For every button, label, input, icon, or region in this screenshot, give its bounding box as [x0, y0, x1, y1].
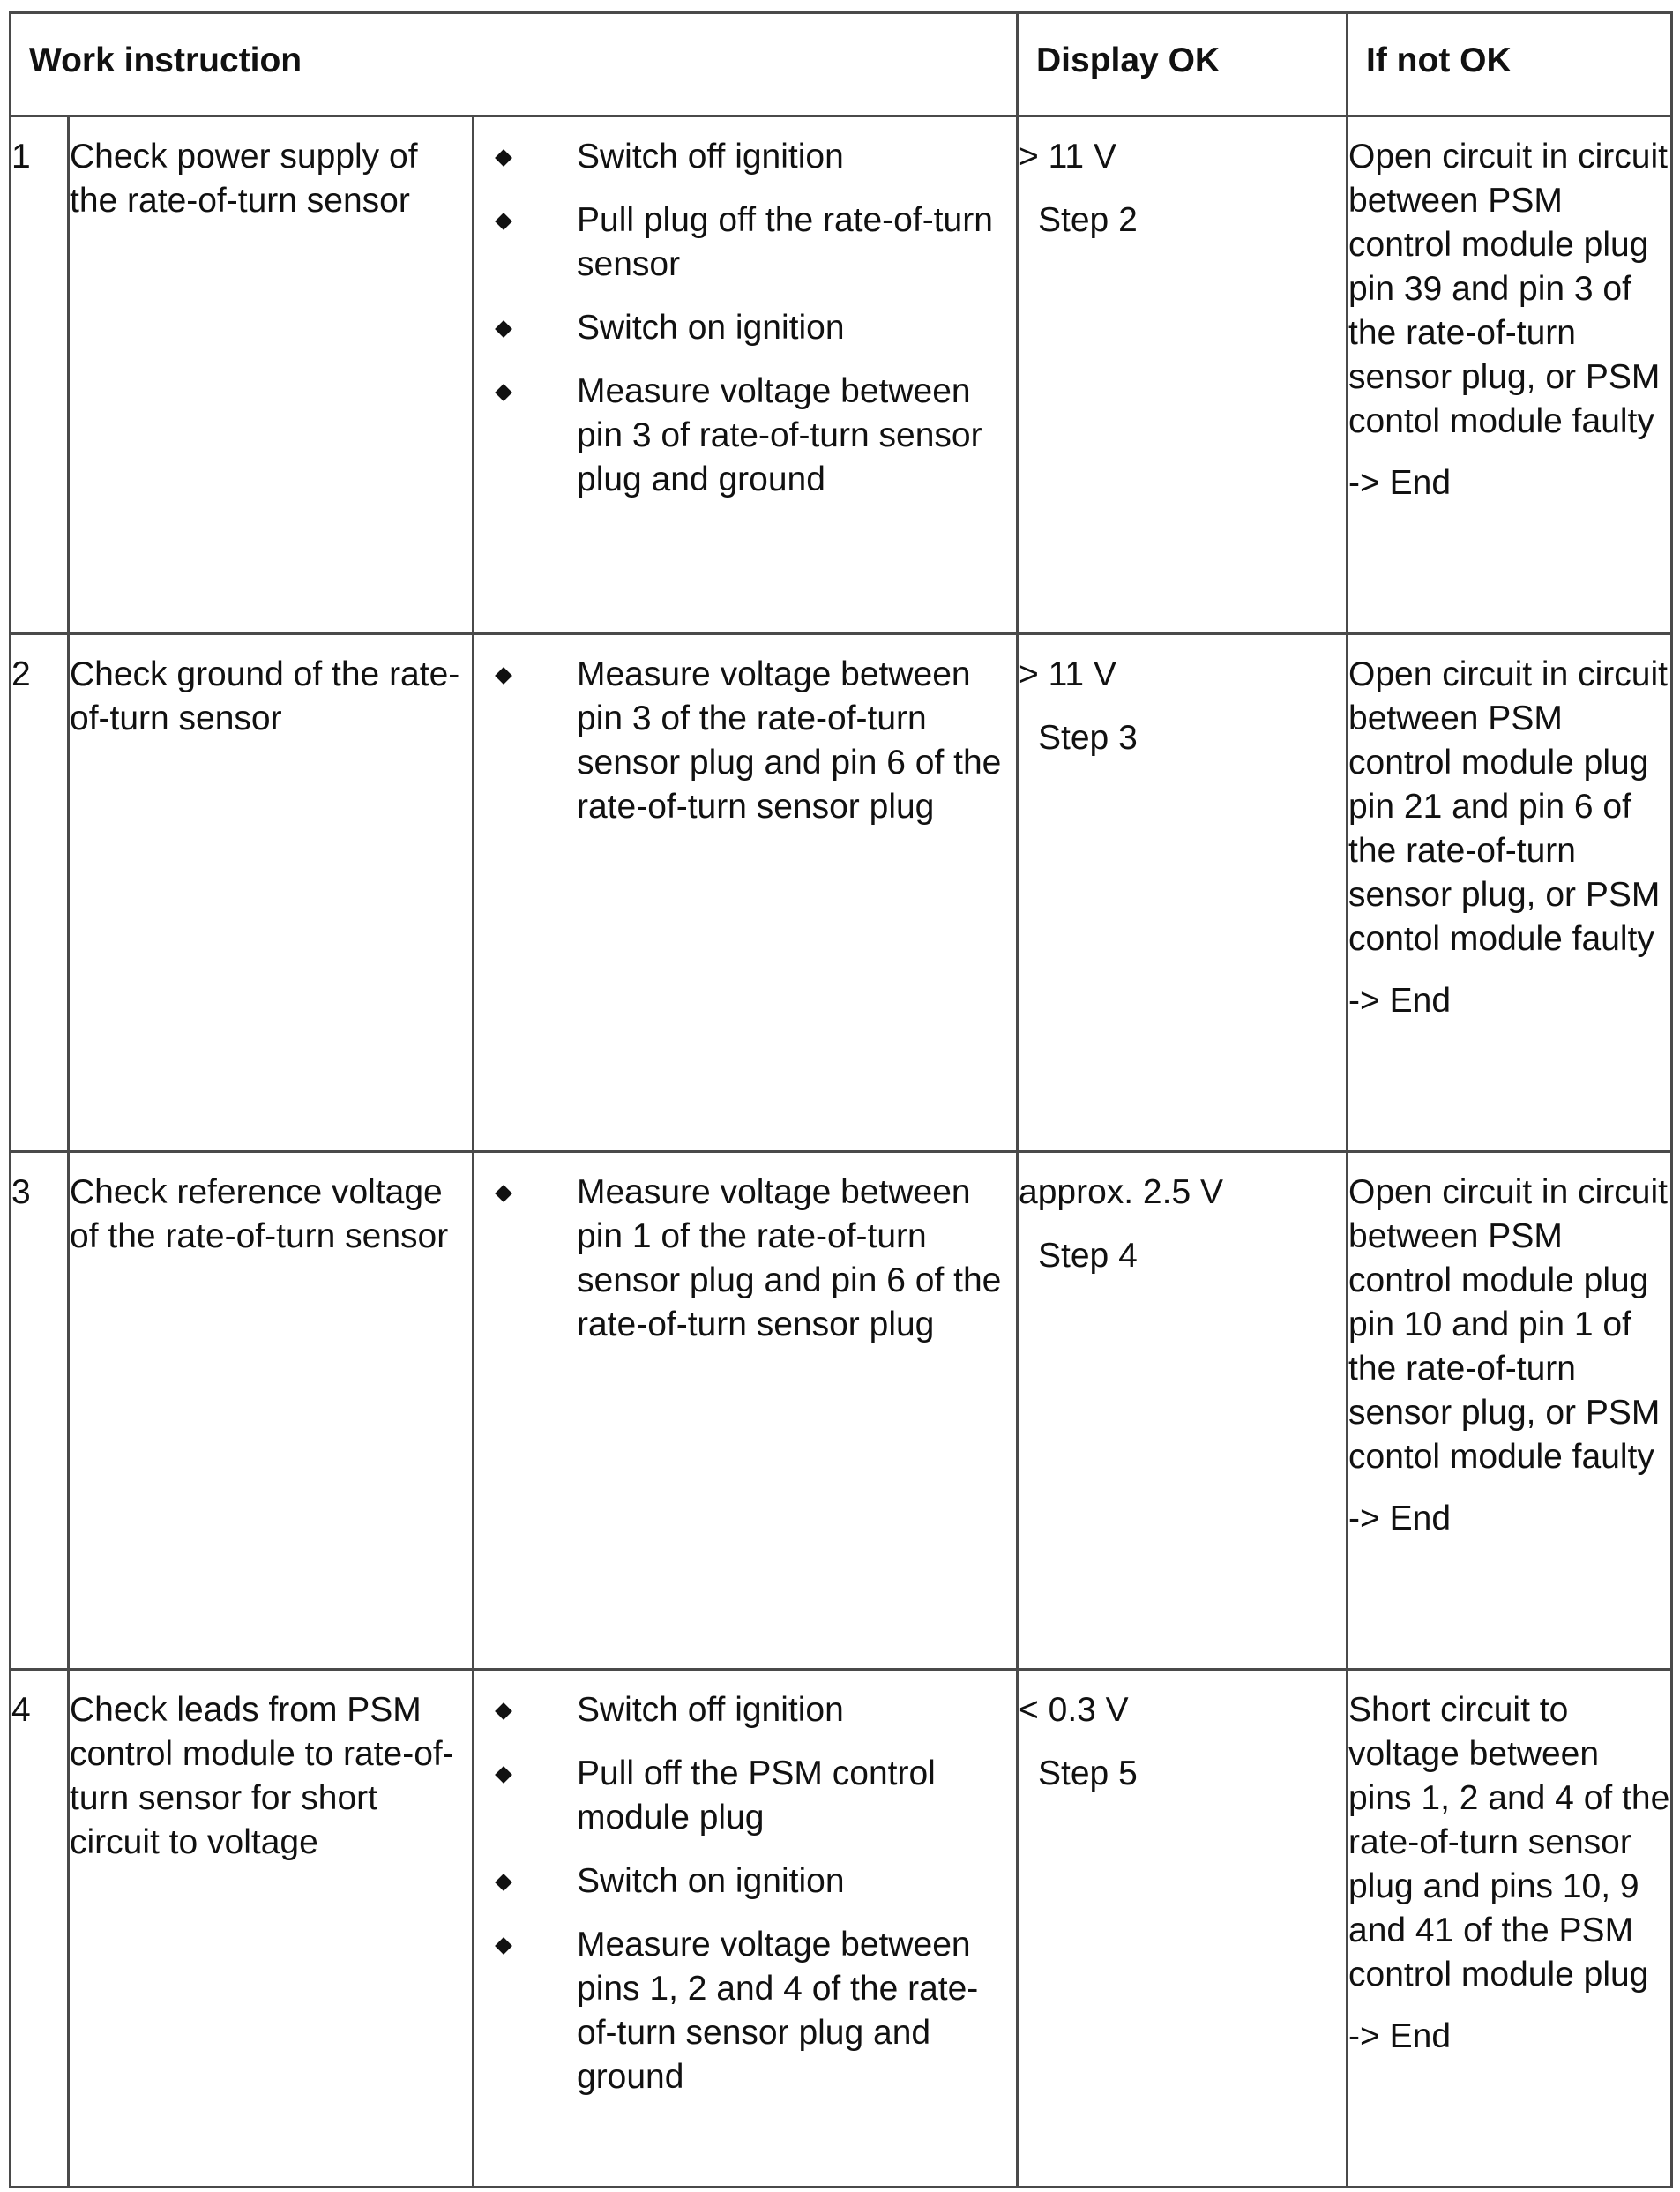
fault-next: -> End	[1348, 464, 1452, 502]
list-item: Measure voltage between pin 1 of the rate-of-turn sensor plug and pin 6 of the rate-of-turn sensor plug	[474, 1171, 1016, 1347]
if-not-ok-cell	[1348, 1670, 1672, 2188]
table-row	[11, 634, 1672, 1152]
display-value: approx. 2.5 V	[1019, 1173, 1223, 1211]
work-instruction-table	[9, 11, 1673, 2188]
list-item: Measure voltage between pin 3 of rate-of-turn sensor plug and ground	[474, 370, 1016, 502]
if-not-ok-cell	[1348, 1152, 1672, 1670]
diamond-bullet-icon	[495, 667, 512, 685]
list-item: Measure voltage between pin 3 of the rate-of-turn sensor plug and pin 6 of the rate-of-turn sensor plug	[474, 653, 1016, 829]
step-instructions	[474, 1670, 1018, 2188]
step-number: 4	[11, 1670, 69, 2188]
step-description: Check leads from PSM control module to rate-of-turn sensor for short circuit to voltage	[69, 1670, 474, 2188]
fault-next: -> End	[1348, 982, 1452, 1020]
fault-next: -> End	[1348, 2017, 1452, 2055]
display-ok-cell	[1018, 1670, 1348, 2188]
step-number: 3	[11, 1152, 69, 1670]
fault-description: Short circuit to voltage between pins 1, 2 and 4 of the rate-of-turn sensor plug and pins 10, 9 and 41 of the PSM control module plug	[1348, 1691, 1670, 1994]
table-row	[11, 1670, 1672, 2188]
list-item: Switch off ignition	[474, 135, 1016, 179]
next-step: Step 4	[1038, 1237, 1138, 1275]
step-description: Check power supply of the rate-of-turn sensor	[69, 116, 474, 634]
display-value: < 0.3 V	[1019, 1691, 1129, 1729]
diamond-bullet-icon	[495, 1185, 512, 1202]
fault-description: Open circuit in circuit between PSM control module plug pin 39 and pin 3 of the rate-of-turn sensor plug, or PSM contol module faulty	[1348, 138, 1668, 440]
step-instructions	[474, 634, 1018, 1152]
diamond-bullet-icon	[495, 320, 512, 338]
list-item: Switch off ignition	[474, 1688, 1016, 1732]
step-number: 2	[11, 634, 69, 1152]
if-not-ok-cell	[1348, 634, 1672, 1152]
next-step: Step 3	[1038, 719, 1138, 757]
next-step: Step 2	[1038, 201, 1138, 239]
header-if-not-ok: If not OK	[1348, 13, 1672, 116]
step-description: Check reference voltage of the rate-of-turn sensor	[69, 1152, 474, 1670]
diamond-bullet-icon	[495, 1874, 512, 1891]
display-ok-cell	[1018, 634, 1348, 1152]
header-row	[11, 13, 1672, 116]
next-step: Step 5	[1038, 1754, 1138, 1792]
table-row	[11, 116, 1672, 634]
display-ok-cell	[1018, 1152, 1348, 1670]
step-instructions	[474, 116, 1018, 634]
diamond-bullet-icon	[495, 1702, 512, 1720]
diamond-bullet-icon	[495, 1766, 512, 1784]
step-instructions	[474, 1152, 1018, 1670]
diamond-bullet-icon	[495, 384, 512, 401]
header-display-ok: Display OK	[1018, 13, 1348, 116]
diamond-bullet-icon	[495, 149, 512, 167]
list-item: Measure voltage between pins 1, 2 and 4 of the rate-of-turn sensor plug and ground	[474, 1923, 1016, 2099]
list-item: Pull off the PSM control module plug	[474, 1752, 1016, 1840]
table-row	[11, 1152, 1672, 1670]
fault-description: Open circuit in circuit between PSM control module plug pin 10 and pin 1 of the rate-of-turn sensor plug, or PSM contol module faulty	[1348, 1173, 1668, 1476]
step-number: 1	[11, 116, 69, 634]
fault-next: -> End	[1348, 1500, 1452, 1537]
list-item: Switch on ignition	[474, 1859, 1016, 1904]
list-item: Pull plug off the rate-of-turn sensor	[474, 198, 1016, 287]
display-value: > 11 V	[1019, 655, 1116, 693]
header-work-instruction: Work instruction	[11, 13, 1018, 116]
list-item: Switch on ignition	[474, 306, 1016, 350]
diamond-bullet-icon	[495, 213, 512, 230]
if-not-ok-cell	[1348, 116, 1672, 634]
step-description: Check ground of the rate-of-turn sensor	[69, 634, 474, 1152]
display-ok-cell	[1018, 116, 1348, 634]
display-value: > 11 V	[1019, 138, 1116, 176]
fault-description: Open circuit in circuit between PSM control module plug pin 21 and pin 6 of the rate-of-turn sensor plug, or PSM contol module faulty	[1348, 655, 1668, 958]
diamond-bullet-icon	[495, 1937, 512, 1955]
